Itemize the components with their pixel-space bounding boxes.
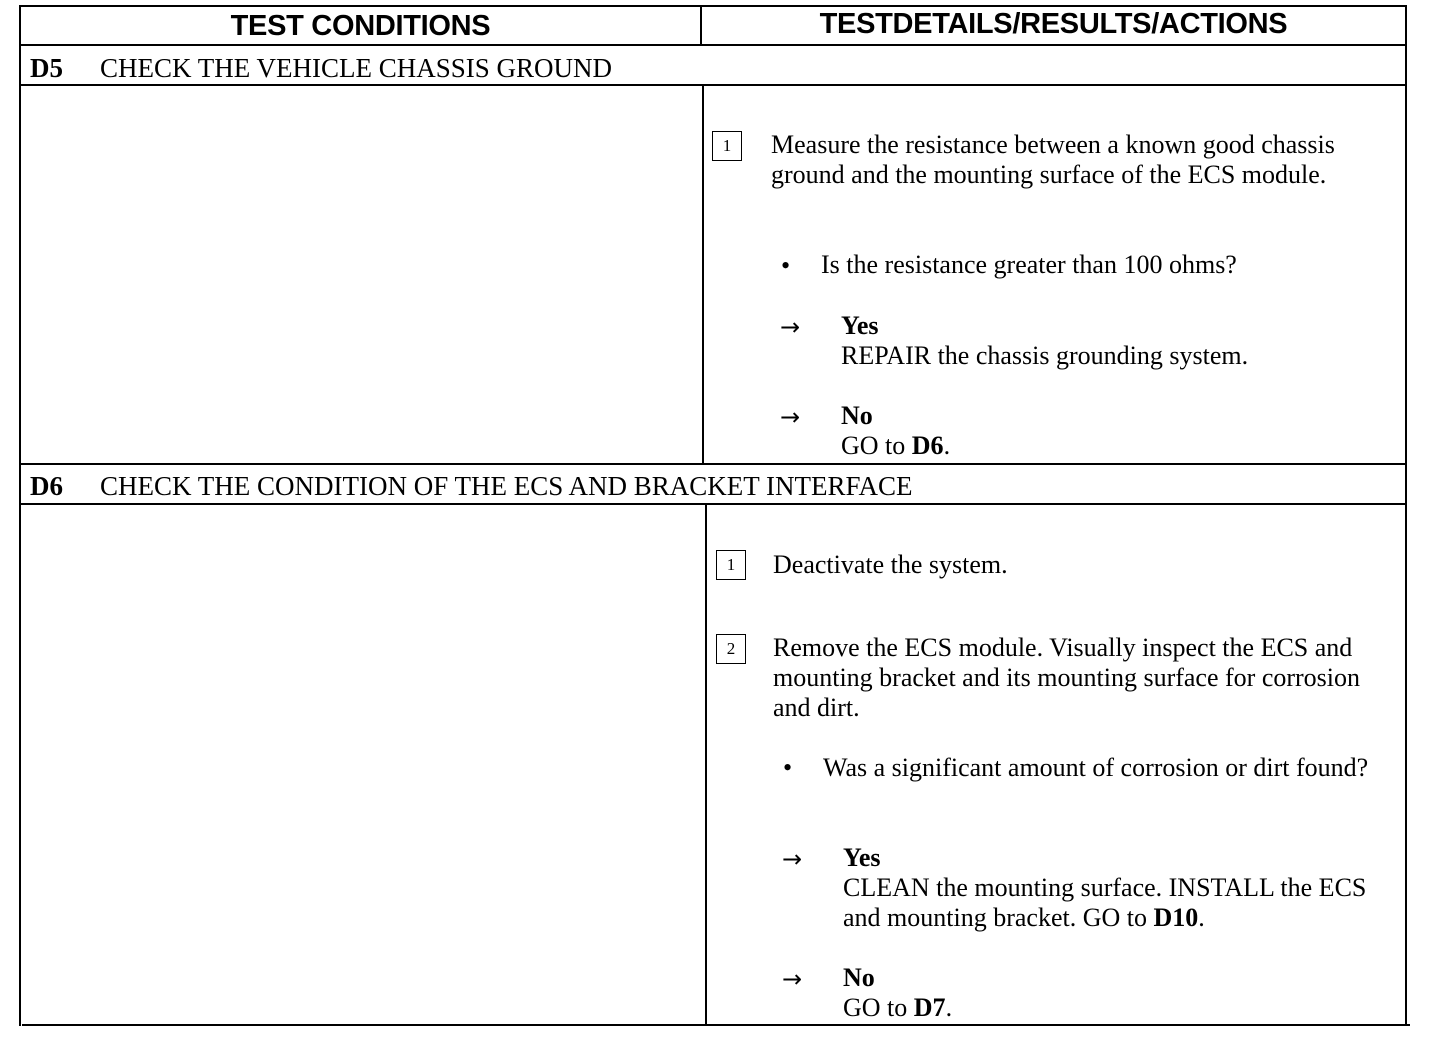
d5-no-arrow-icon: →: [780, 403, 801, 431]
d6-step-2-text: Remove the ECS module. Visually inspect the ECS and mounting bracket and its mounting surface for corrosion and dirt.: [773, 633, 1361, 722]
d5-section-title: [30, 52, 612, 84]
d5-step-1-number: 1: [712, 131, 742, 161]
d5-question-bullet: •: [781, 251, 791, 280]
d6-title-bottom-border: [21, 503, 1407, 505]
d5-yes-action: REPAIR the chassis grounding system.: [841, 341, 1249, 370]
d5-column-divider: [702, 84, 704, 464]
d6-yes-label: Yes: [843, 843, 881, 872]
d6-question: Was a significant amount of corrosion or dirt found?: [823, 753, 1369, 782]
d6-yes-arrow-icon: →: [782, 845, 803, 873]
d6-title: CHECK THE CONDITION OF THE ECS AND BRACKET INTERFACE: [100, 471, 913, 501]
d5-no-label: No: [841, 401, 873, 430]
d5-yes-label: Yes: [841, 311, 879, 340]
table-right-border: [1405, 5, 1407, 1026]
header-test-details: TESTDETAILS/RESULTS/ACTIONS: [819, 8, 1288, 40]
d6-no-arrow-icon: →: [782, 965, 803, 993]
d5-question: Is the resistance greater than 100 ohms?: [821, 250, 1237, 279]
d6-section-title: [30, 470, 913, 502]
d5-title: CHECK THE VEHICLE CHASSIS GROUND: [100, 53, 613, 83]
table-bottom-border: [22, 1024, 1410, 1026]
d5-no-action: GO to D6.: [841, 431, 951, 460]
d6-yes-action: CLEAN the mounting surface. INSTALL the ECS and mounting bracket. GO to D10.: [843, 873, 1367, 932]
header-bottom-border: [19, 44, 1405, 46]
d5-step-1-text: Measure the resistance between a known good chassis ground and the mounting surface of the ECS module.: [771, 130, 1335, 189]
d6-no-action: GO to D7.: [843, 993, 953, 1022]
d6-code: D6: [30, 471, 63, 501]
d5-no-goto-ref: D6: [911, 431, 944, 460]
d6-step-1-text: Deactivate the system.: [773, 550, 1008, 579]
d5-yes-arrow-icon: →: [780, 313, 801, 341]
d6-yes-goto-ref: D10: [1153, 903, 1199, 932]
d6-step-1-number: 1: [716, 550, 746, 580]
d6-question-bullet: •: [783, 753, 793, 782]
table-left-border: [19, 5, 21, 1026]
d6-step-2-number: 2: [716, 634, 746, 664]
d6-no-label: No: [843, 963, 875, 992]
d5-code: D5: [30, 53, 63, 83]
header-test-conditions: TEST CONDITIONS: [230, 10, 491, 42]
d6-title-top-border: [21, 463, 1407, 465]
d5-title-bottom-border: [19, 84, 1405, 86]
d6-no-goto-ref: D7: [913, 993, 946, 1022]
d6-column-divider: [705, 503, 707, 1025]
